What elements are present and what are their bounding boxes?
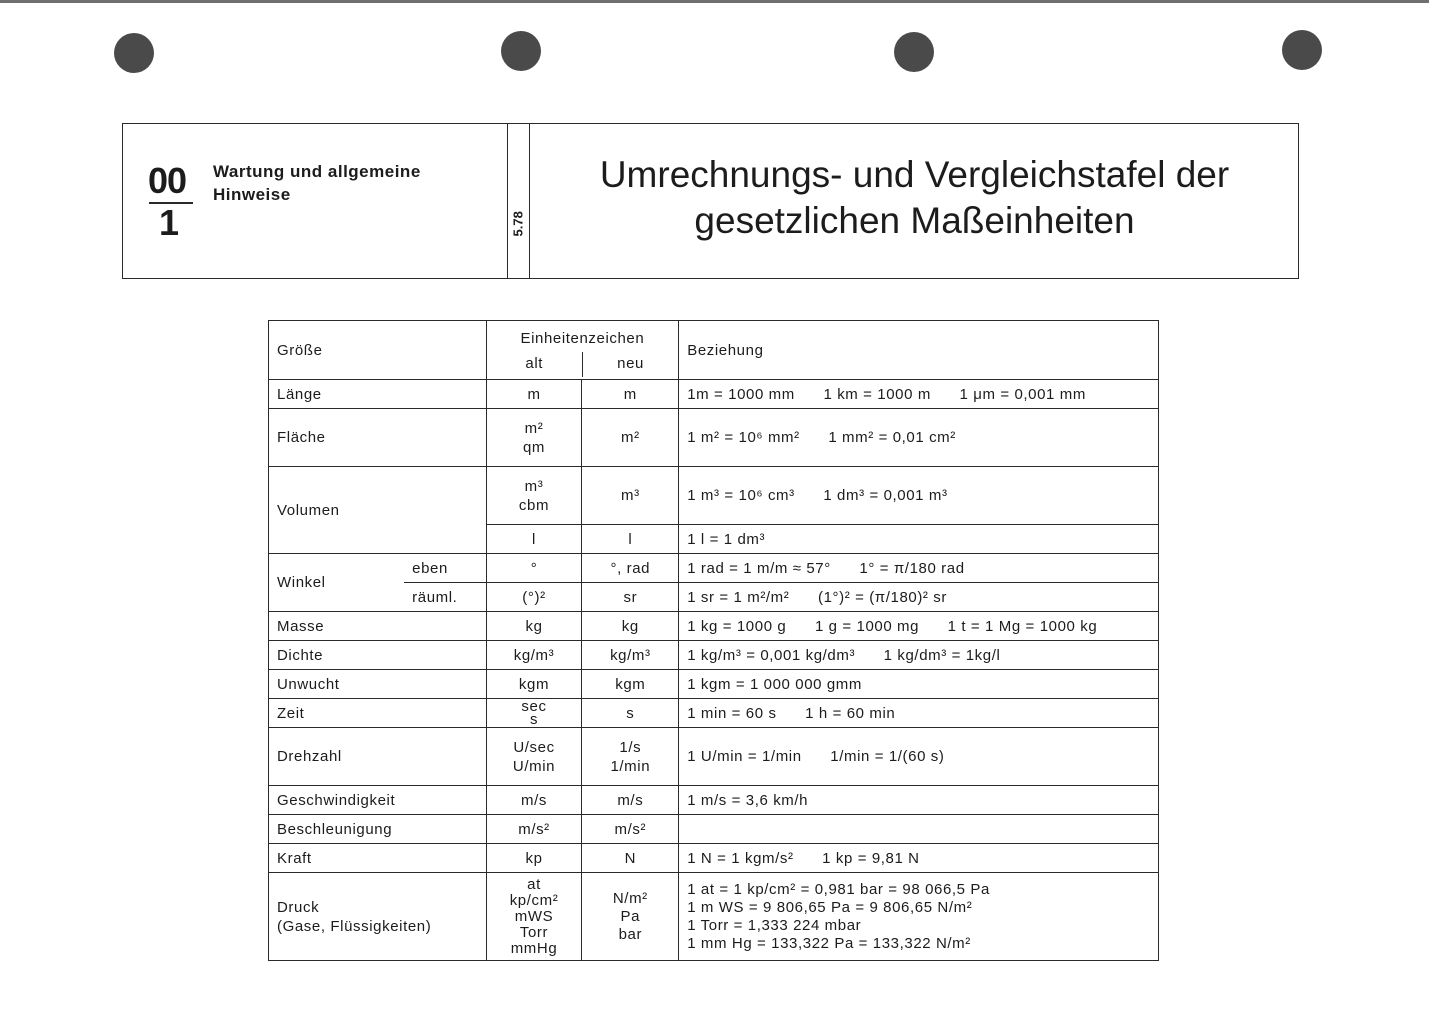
section-box (123, 124, 508, 278)
relation: 1 sr = 1 m²/m² (1°)² = (π/180)² sr (679, 583, 1159, 612)
punch-hole (501, 31, 541, 71)
table-row (269, 409, 1159, 467)
neu-unit: N/m² Pa bar (582, 873, 679, 961)
relation: 1 kg = 1000 g 1 g = 1000 mg 1 t = 1 Mg = 1000 kg (679, 612, 1159, 641)
relation: 1 m³ = 10⁶ cm³ 1 dm³ = 0,001 m³ (679, 467, 1159, 525)
date-label: 5.78 (510, 211, 526, 237)
table-row (269, 612, 1159, 641)
alt-unit: sec s (486, 699, 582, 728)
alt-unit: kp (486, 844, 582, 873)
table-row (269, 380, 1159, 409)
row-name: Winkel (269, 554, 405, 612)
alt-unit: at kp/cm² mWS Torr mmHg (486, 873, 582, 961)
alt-unit: l (486, 525, 582, 554)
table-row (269, 554, 1159, 583)
alt-unit: kgm (486, 670, 582, 699)
table-row (269, 786, 1159, 815)
table-row (269, 728, 1159, 786)
punch-hole (894, 32, 934, 72)
neu-unit: kgm (582, 670, 679, 699)
relation: 1 min = 60 s 1 h = 60 min (679, 699, 1159, 728)
title-line-1: Umrechnungs- und Vergleichstafel der (599, 154, 1230, 195)
table-row (269, 699, 1159, 728)
relation: 1m = 1000 mm 1 km = 1000 m 1 μm = 0,001 mm (679, 380, 1159, 409)
row-name: Unwucht (269, 670, 487, 699)
row-name: Masse (269, 612, 487, 641)
alt-unit: (°)² (486, 583, 582, 612)
alt-unit: m/s (486, 786, 582, 815)
table-row (269, 873, 1159, 961)
neu-unit: m² (582, 409, 679, 467)
neu-unit: sr (582, 583, 679, 612)
header-einheitenzeichen (486, 321, 679, 380)
neu-unit: N (582, 844, 679, 873)
date-box (507, 124, 530, 278)
row-name: Fläche (269, 409, 487, 467)
row-name: Kraft (269, 844, 487, 873)
section-number-bottom: 1 (159, 202, 180, 243)
header-einheitenzeichen-label: Einheitenzeichen (520, 330, 645, 347)
relation: 1 at = 1 kp/cm² = 0,981 bar = 98 066,5 Pa 1 m WS = 9 806,65 Pa = 9 806,65 N/m² 1 Torr = 1,333 224 mbar 1 mm Hg = 133,322 Pa = 133,322 N/m² (679, 873, 1159, 961)
relation: 1 m/s = 3,6 km/h (679, 786, 1159, 815)
neu-unit: m³ (582, 467, 679, 525)
row-subname: eben (404, 554, 486, 583)
alt-unit: m² qm (486, 409, 582, 467)
row-name: Beschleunigung (269, 815, 487, 844)
row-name: Volumen (269, 467, 487, 554)
units-table (268, 320, 1159, 961)
table-header-row (269, 321, 1159, 380)
neu-unit: m/s (582, 786, 679, 815)
relation (679, 815, 1159, 844)
relation: 1 kgm = 1 000 000 gmm (679, 670, 1159, 699)
page-header (122, 123, 1299, 279)
neu-unit: °, rad (582, 554, 679, 583)
neu-unit: s (582, 699, 679, 728)
page-title (531, 152, 1298, 244)
relation: 1 kg/m³ = 0,001 kg/dm³ 1 kg/dm³ = 1kg/l (679, 641, 1159, 670)
header-groesse: Größe (269, 321, 487, 380)
neu-unit: 1/s 1/min (582, 728, 679, 786)
neu-unit: kg/m³ (582, 641, 679, 670)
alt-unit: m³ cbm (486, 467, 582, 525)
alt-unit: ° (486, 554, 582, 583)
alt-unit: U/sec U/min (486, 728, 582, 786)
row-name: Dichte (269, 641, 487, 670)
row-subname: räuml. (404, 583, 486, 612)
table-row (269, 670, 1159, 699)
header-beziehung: Beziehung (679, 321, 1159, 380)
relation: 1 U/min = 1/min 1/min = 1/(60 s) (679, 728, 1159, 786)
neu-unit: m/s² (582, 815, 679, 844)
table-row (269, 641, 1159, 670)
row-name: Druck (Gase, Flüssigkeiten) (269, 873, 487, 961)
alt-unit: kg (486, 612, 582, 641)
relation: 1 rad = 1 m/m ≈ 57° 1° = π/180 rad (679, 554, 1159, 583)
section-number-top: 00 (148, 160, 187, 201)
row-name: Länge (269, 380, 487, 409)
relation: 1 m² = 10⁶ mm² 1 mm² = 0,01 cm² (679, 409, 1159, 467)
alt-unit: m (486, 380, 582, 409)
section-title: Wartung und allgemeine Hinweise (213, 162, 421, 204)
top-edge-line (0, 0, 1429, 3)
table-row (269, 467, 1159, 525)
neu-unit: l (582, 525, 679, 554)
table-row (269, 844, 1159, 873)
neu-unit: m (582, 380, 679, 409)
header-alt: alt (487, 352, 583, 377)
row-name: Geschwindigkeit (269, 786, 487, 815)
table-row (269, 815, 1159, 844)
alt-unit: m/s² (486, 815, 582, 844)
header-neu: neu (617, 355, 644, 372)
punch-hole (114, 33, 154, 73)
row-name: Drehzahl (269, 728, 487, 786)
alt-unit: kg/m³ (486, 641, 582, 670)
relation: 1 l = 1 dm³ (679, 525, 1159, 554)
punch-hole (1282, 30, 1322, 70)
row-name: Zeit (269, 699, 487, 728)
relation: 1 N = 1 kgm/s² 1 kp = 9,81 N (679, 844, 1159, 873)
neu-unit: kg (582, 612, 679, 641)
title-line-2: gesetzlichen Maßeinheiten (694, 200, 1135, 241)
